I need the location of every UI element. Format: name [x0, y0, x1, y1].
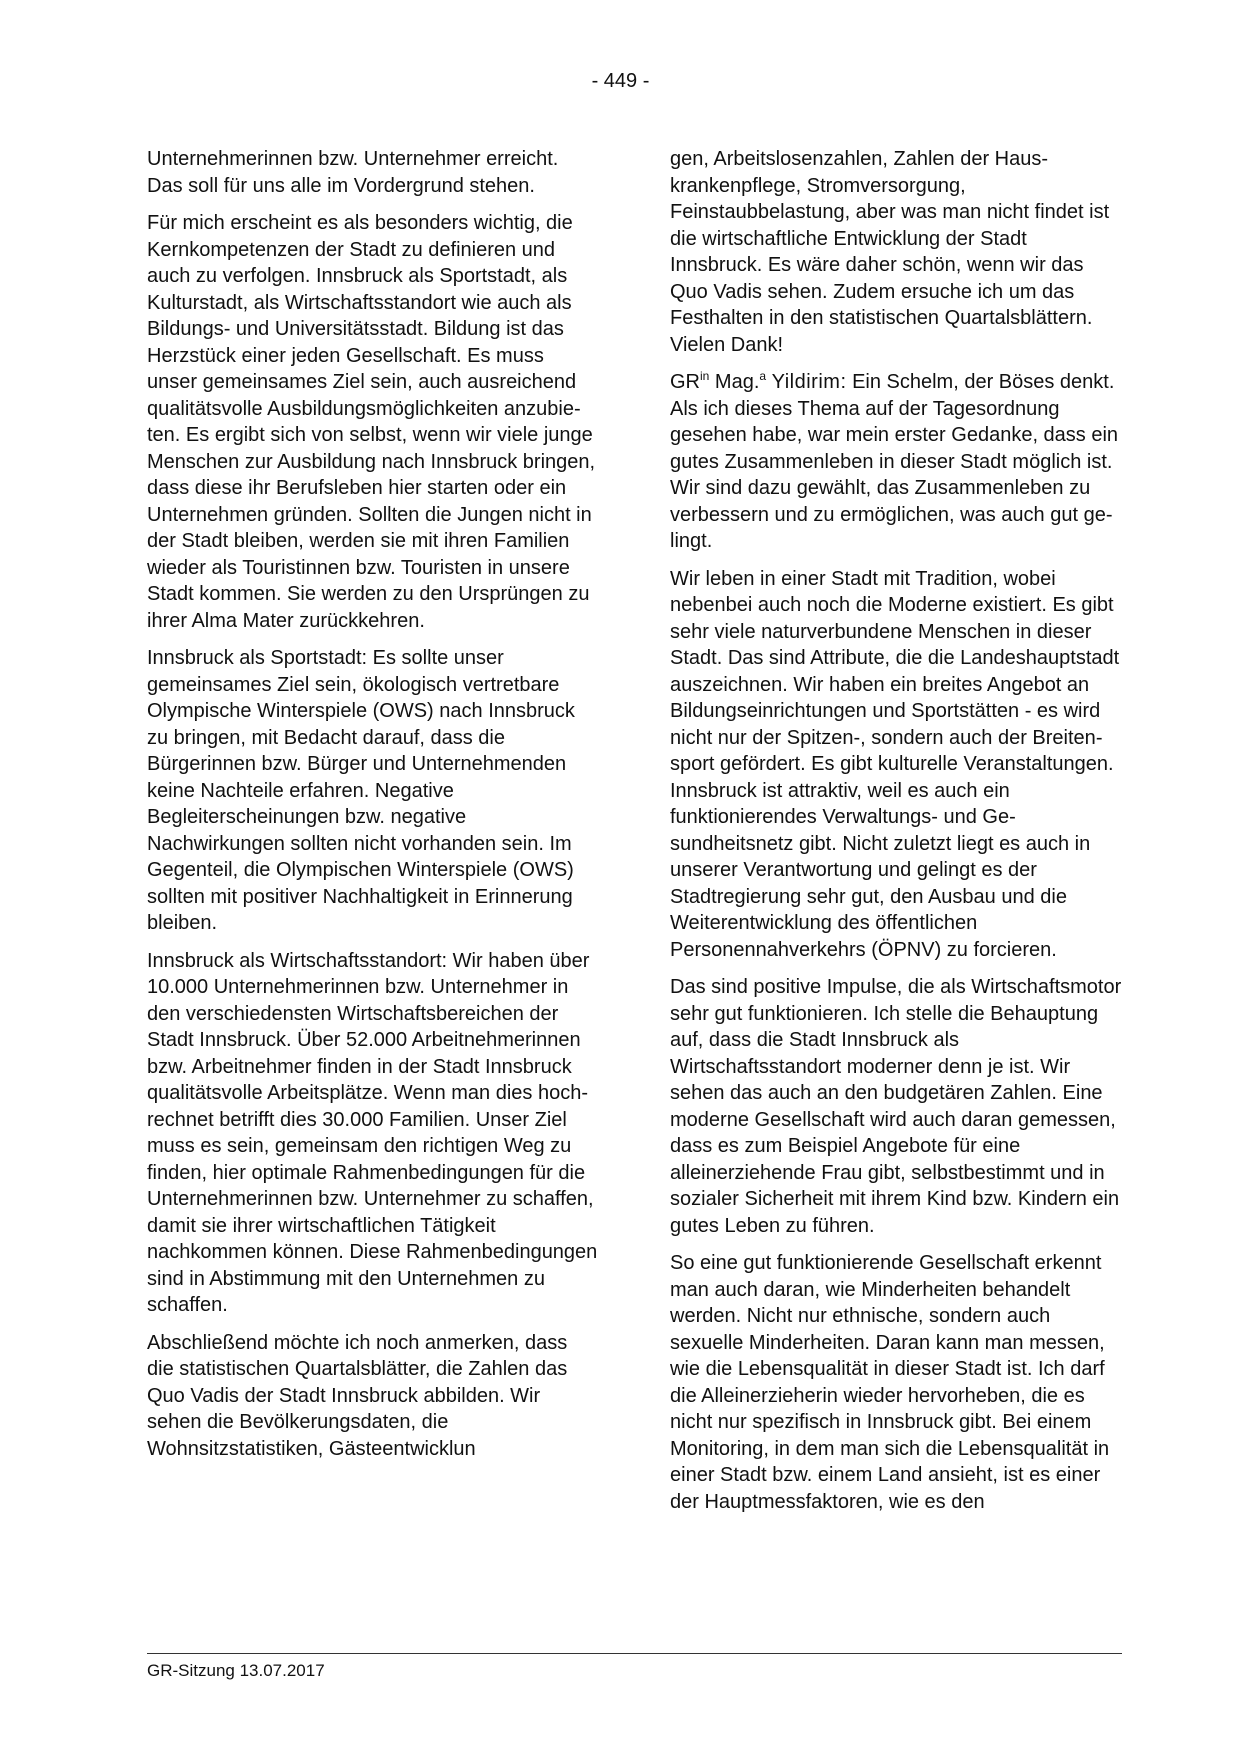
- speaker-title-mag: Mag.: [714, 371, 760, 393]
- right-paragraph-1: gen, Arbeitslosenzahlen, Zahlen der Hauskrankenpflege, Stromversorgung, Feinstaubbelastung, aber was man nicht findet ist die wirtschaftliche Entwicklung der Stadt Innsbruck. Es wäre daher schön, wenn wir das Quo Vadis sehen. Zudem ersuche ich um das Festhalten in den statistischen Quartalsblättern. Vielen Dank!: [670, 148, 1110, 356]
- right-paragraph-5: So eine gut funktionierende Gesellschaft erkennt man auch daran, wie Minderheiten behandelt werden. Nicht nur ethnische, sondern auch sexuelle Minderheiten. Daran kann man messen, wie die Lebensqualität in dieser Stadt ist. Ich darf die Alleinerzieherin wieder hervorheben, die es nicht nur spezifisch in Innsbruck gibt. Bei einem Monitoring, in dem man sich die Lebensqualität in einer Stadt bzw. einem Land ansieht, ist es einer der Hauptmessfaktoren, wie es den: [670, 1252, 1110, 1513]
- footer-divider: [147, 1653, 1122, 1654]
- speaker-title-gr: GR: [670, 371, 700, 393]
- speaker-text: Ein Schelm, der Böses denkt. Als ich dieses Thema auf der Tagesordnung gesehen habe, war mein erster Gedanke, dass ein gutes Zusammenleben in dieser Stadt möglich ist. Wir sind dazu gewählt, das Zusammenleben zu verbessern und zu ermöglichen, was auch gut gelingt.: [670, 371, 1119, 552]
- right-column: [670, 146, 1122, 1526]
- page-number: - 449 -: [591, 70, 650, 92]
- footer-session-date: GR-Sitzung 13.07.2017: [147, 1661, 325, 1680]
- left-paragraph-5: Abschließend möchte ich noch anmerken, dass die statistischen Quartalsblätter, die Zahlen das Quo Vadis der Stadt Innsbruck abbilden. Wir sehen die Bevölkerungsdaten, die Wohnsitzstatistiken, Gästeentwicklun: [147, 1331, 568, 1460]
- speaker-title-gr-sup: in: [700, 369, 710, 383]
- speaker-title-mag-sup: a: [759, 369, 767, 383]
- left-paragraph-1: Unternehmerinnen bzw. Unternehmer erreicht. Das soll für uns alle im Vordergrund stehen.: [147, 148, 559, 197]
- left-paragraph-3: Innsbruck als Sportstadt: Es sollte unser gemeinsames Ziel sein, ökologisch vertretbare Olympische Winterspiele (OWS) nach Innsbruck zu bringen, mit Bedacht darauf, dass die Bürgerinnen bzw. Bürger und Unternehmenden keine Nachteile erfahren. Negative Begleiterscheinungen bzw. negative Nachwirkungen sollten nicht vorhanden sein. Im Gegenteil, die Olympischen Winterspiele (OWS) sollten mit positiver Nachhaltigkeit in Erinnerung bleiben.: [147, 647, 575, 934]
- right-paragraph-4: Das sind positive Impulse, die als Wirtschaftsmotor sehr gut funktionieren. Ich stelle die Behauptung auf, dass die Stadt Innsbruck als Wirtschaftsstandort moderner denn je ist. Wir sehen das auch an den budgetären Zahlen. Eine moderne Gesellschaft wird auch daran gemessen, dass es zum Beispiel Angebote für eine alleinerziehende Frau gibt, selbstbestimmt und in sozialer Sicherheit mit ihrem Kind bzw. Kindern ein gutes Leben zu führen.: [670, 976, 1122, 1237]
- speaker-paragraph: [670, 369, 1122, 555]
- left-column: [147, 146, 599, 1473]
- left-paragraph-2: Für mich erscheint es als besonders wichtig, die Kernkompetenzen der Stadt zu definieren und auch zu verfolgen. Innsbruck als Sportstadt, als Kulturstadt, als Wirtschaftsstandort wie auch als Bildungs- und Universitätsstadt. Bildung ist das Herzstück einer jeden Gesellschaft. Es muss unser gemeinsames Ziel sein, auch ausreichend qualitätsvolle Ausbildungsmöglichkeiten anzubieten. Es ergibt sich von selbst, wenn wir viele junge Menschen zur Ausbildung nach Innsbruck bringen, dass diese ihr Berufsleben hier starten oder ein Unternehmen gründen. Sollten die Jungen nicht in der Stadt bleiben, werden sie mit ihren Familien wieder als Touristinnen bzw. Touristen in unsere Stadt kommen. Sie werden zu den Ursprüngen zu ihrer Alma Mater zurückkehren.: [147, 212, 596, 632]
- left-paragraph-4: Innsbruck als Wirtschaftsstandort: Wir haben über 10.000 Unternehmerinnen bzw. Unternehmer in den verschiedensten Wirtschaftsbereichen der Stadt Innsbruck. Über 52.000 Arbeitnehmerinnen bzw. Arbeitnehmer finden in der Stadt Innsbruck qualitätsvolle Arbeitsplätze. Wenn man dies hochrechnet betrifft dies 30.000 Familien. Unser Ziel muss es sein, gemeinsam den richtigen Weg zu finden, hier optimale Rahmenbedingungen für die Unternehmerinnen bzw. Unternehmer zu schaffen, damit sie ihrer wirtschaftlichen Tätigkeit nachkommen können. Diese Rahmenbedingungen sind in Abstimmung mit den Unternehmen zu schaffen.: [147, 949, 598, 1316]
- speaker-name: Yildirim:: [771, 371, 847, 393]
- right-paragraph-3: Wir leben in einer Stadt mit Tradition, wobei nebenbei auch noch die Moderne existiert. Es gibt sehr viele naturverbundene Menschen in dieser Stadt. Das sind Attribute, die die Landeshauptstadt auszeichnen. Wir haben ein breites Angebot an Bildungseinrichtungen und Sportstätten - es wird nicht nur der Spitzen-, sondern auch der Breitensport gefördert. Es gibt kulturelle Veranstaltungen. Innsbruck ist attraktiv, weil es auch ein funktionierendes Verwaltungs- und Gesundheitsnetz gibt. Nicht zuletzt liegt es auch in unserer Verantwortung und gelingt es der Stadtregierung sehr gut, den Ausbau und die Weiterentwicklung des öffentlichen Personennahverkehrs (ÖPNV) zu forcieren.: [670, 567, 1120, 961]
